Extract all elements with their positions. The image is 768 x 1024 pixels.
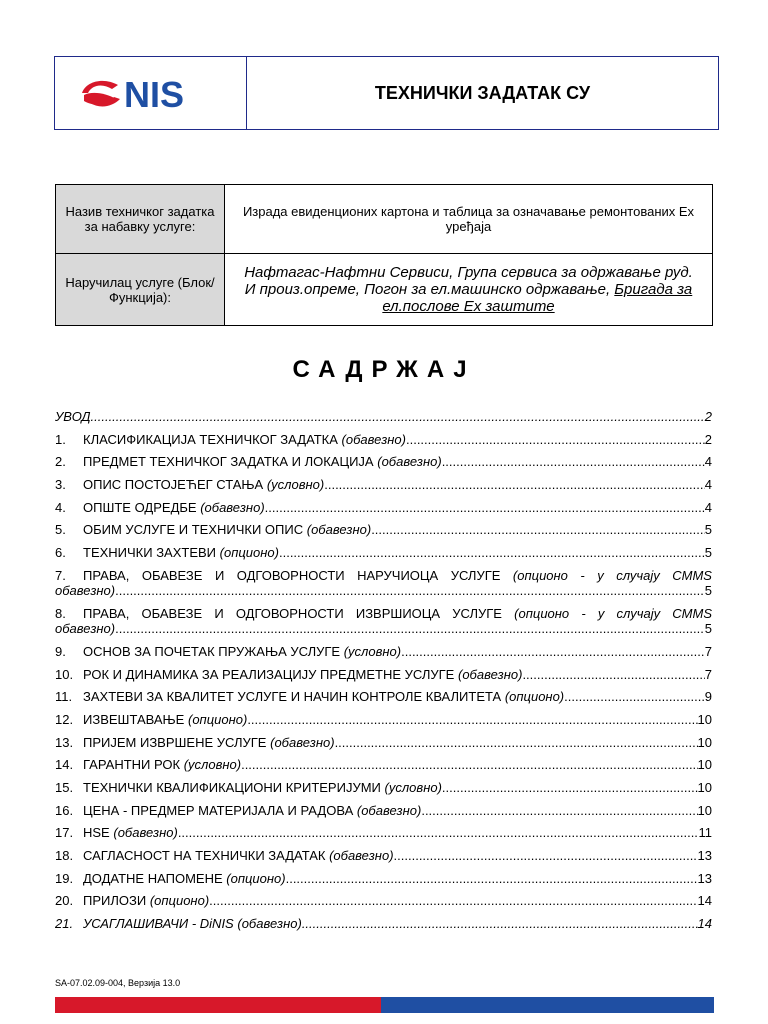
toc-entry-hint [184,712,247,727]
toc-entry-title: УСАГЛАШИВАЧИ - DiNIS [83,916,234,932]
toc-entry[interactable] [55,522,712,545]
toc-entry-number: 12. [55,711,74,727]
toc-entry[interactable] [55,780,712,803]
toc-entry-hint-text: (обавезно) [356,802,422,818]
toc-entry-number: 18. [55,848,74,863]
toc-entry[interactable] [55,667,712,690]
toc-entry-hint: (опционо - у случају CMMS [512,567,712,583]
toc-entry-hint [501,689,564,704]
toc-entry-title: ОПИС ПОСТОЈЕЋЕГ СТАЊА [83,477,264,493]
toc-entry-number: 1. [55,431,66,447]
toc-leader-dots [324,477,705,492]
toc-entry-page: 10 [697,779,712,795]
toc-entry-page: 13 [697,870,712,886]
toc-entry-page: 5 [704,545,712,561]
toc-entry-number: 13. [55,734,74,750]
toc-leader-dots [279,545,705,560]
toc-entry[interactable] [55,712,712,735]
toc-entry-hint-text: (обавезно) [200,499,265,515]
toc-entry[interactable] [55,893,712,916]
table-of-contents [55,409,712,939]
toc-leader-dots [247,712,697,727]
toc-entry-hint-continued: обавезно) [55,582,116,598]
toc-entry-number: 14. [55,757,74,773]
toc-entry-hint-text: (обавезно) [113,825,178,841]
info-table [55,184,713,326]
toc-entry-page: 2 [704,409,712,424]
toc-entry[interactable] [55,916,712,939]
toc-leader-dots [522,667,704,682]
toc-entry-hint [303,522,371,537]
toc-leader-dots [241,757,697,772]
toc-entry-hint-text: (условно) [266,477,325,493]
toc-entry-number: 21. [55,916,74,932]
info-row-service-name [56,185,713,254]
toc-leader-dots [335,735,698,750]
toc-entry-number: 2. [55,454,66,470]
toc-entry[interactable] [55,757,712,780]
footer-bar-red [55,997,381,1013]
toc-entry-page: 7 [704,643,712,659]
toc-entry-hint: (опционо - у случају CMMS [514,605,712,621]
toc-entry[interactable] [55,644,712,667]
toc-entry-page: 10 [697,734,712,750]
toc-entry-page: 9 [704,689,712,705]
document-header [54,56,719,130]
toc-entry-number: 16. [55,802,74,818]
toc-entry-page: 14 [697,916,712,932]
toc-leader-dots [115,583,705,598]
toc-entry-number: 15. [55,779,74,795]
client-value-underlined: Бригада за ел.послове Ех заштите [382,281,693,315]
toc-entry-page: 4 [704,454,712,470]
toc-entry-page: 5 [704,522,712,538]
toc-entry-title: ПРАВА, ОБАВЕЗЕ И ОДГОВОРНОСТИ НАРУЧИОЦА УСЛУГЕ [83,567,501,583]
toc-entry-number: 3. [55,477,66,493]
toc-entry-text [83,606,712,621]
toc-entry-page: 5 [704,582,712,598]
toc-entry[interactable] [55,545,712,568]
info-row-client [56,254,713,326]
toc-entry-title: HSE [83,825,110,841]
toc-entry[interactable] [55,454,712,477]
nis-logo [55,57,247,129]
toc-entry[interactable] [55,848,712,871]
toc-entry-title: ПРАВА, ОБАВЕЗЕ И ОДГОВОРНОСТИ ИЗВРШИОЦА УСЛУГЕ [83,605,502,621]
toc-entry-number: 9. [55,643,66,659]
toc-entry-title: ГАРАНТНИ РОК [83,757,181,773]
toc-leader-dots [371,522,705,537]
toc-entry-hint [340,644,401,659]
toc-entry-hint-text: (обавезно) [457,666,523,682]
toc-entry-hint-text: (обавезно) [306,522,372,538]
toc-entry[interactable] [55,432,712,455]
toc-entry[interactable] [55,409,712,432]
toc-entry-hint-text: (опционо) [187,711,248,727]
toc-entry-hint [110,825,178,840]
toc-leader-dots [286,871,698,886]
toc-leader-dots [115,621,705,636]
toc-leader-dots [178,825,699,840]
toc-entry-page: 2 [704,431,712,447]
toc-entry-title: ДОДАТНЕ НАПОМЕНЕ [83,870,223,886]
toc-entry-hint [374,454,442,469]
toc-entry-title: ПРЕДМЕТ ТЕХНИЧКОГ ЗАДАТКА И ЛОКАЦИЈА [83,454,374,470]
toc-entry-title: КЛАСИФИКАЦИЈА ТЕХНИЧКОГ ЗАДАТКА [83,431,338,447]
toc-entry[interactable] [55,606,712,644]
toc-entry[interactable] [55,568,712,606]
toc-entry-page: 10 [697,802,712,818]
toc-entry-hint [216,545,279,560]
toc-entry-hint [263,477,324,492]
toc-leader-dots [401,644,705,659]
toc-title: САДРЖАЈ [292,356,476,383]
toc-entry-number: 5. [55,522,66,538]
toc-leader-dots [302,916,698,931]
service-name-value: Израда евиденционих картона и таблица за означавање ремонтованих Ех уређаја [225,185,713,254]
toc-entry-number: 20. [55,893,74,909]
toc-entry-hint-text: (обавезно) [237,916,302,932]
toc-entry-number: 4. [55,499,66,515]
toc-entry-hint-text: (опционо) [504,689,565,705]
toc-entry-number: 10. [55,666,74,682]
toc-entry-hint [454,667,522,682]
toc-entry-number: 7. [55,567,66,583]
toc-entry-hint-text: (опционо) [226,870,286,886]
footer-bar-blue [381,997,714,1013]
toc-entry-page: 4 [704,499,712,515]
toc-entry-page: 11 [698,825,712,841]
toc-leader-dots [442,780,698,795]
toc-entry-number: 17. [55,825,74,841]
toc-entry[interactable] [55,689,712,712]
toc-entry[interactable] [55,500,712,523]
toc-entry-number: 8. [55,605,66,621]
toc-entry-hint [266,735,334,750]
toc-entry-title: УВОД [55,409,91,424]
toc-leader-dots [406,432,705,447]
toc-entry-title: ИЗВЕШТАВАЊЕ [83,711,185,727]
toc-entry-hint-text: (обавезно) [270,734,335,750]
toc-entry-hint [338,432,406,447]
toc-entry-hint-text: (опционо) [219,545,279,561]
toc-entry-page: 10 [697,711,712,727]
toc-entry-title: РОК И ДИНАМИКА ЗА РЕАЛИЗАЦИЈУ ПРЕДМЕТНЕ УСЛУГЕ [83,666,455,682]
toc-entry-hint-continued: обавезно) [55,620,116,636]
toc-entry-text [83,568,712,583]
toc-entry-hint [197,500,265,515]
toc-entry-title: ПРИЈЕМ ИЗВРШЕНЕ УСЛУГЕ [83,734,267,750]
toc-entry-page: 7 [704,666,712,682]
toc-entry-title: ОБИМ УСЛУГЕ И ТЕХНИЧКИ ОПИС [83,522,304,538]
toc-entry-hint [381,780,442,795]
toc-entry-number: 6. [55,545,66,561]
toc-entry-hint-text: (обавезно) [329,848,394,863]
toc-entry-hint [223,871,286,886]
service-name-label: Назив техничког задатка за набавку услуге: [56,185,225,254]
toc-entry-hint-text: (обавезно) [377,454,442,470]
client-value-plain: Нафтагас-Нафтни Сервиси, Група сервиса за одржавање руд. И произ.опреме, Погон за ел.машинско одржавање, [244,264,693,298]
toc-leader-dots [91,409,705,424]
toc-entry[interactable] [55,871,712,894]
toc-entry-page: 10 [697,757,712,773]
toc-entry-title: ОСНОВ ЗА ПОЧЕТАК ПРУЖАЊА УСЛУГЕ [83,643,341,659]
toc-entry-title: ТЕХНИЧКИ ЗАХТЕВИ [83,545,217,561]
toc-entry[interactable] [55,803,712,826]
toc-entry-page: 5 [704,620,712,636]
toc-entry-hint [146,893,209,908]
toc-entry-hint [353,803,421,818]
toc-entry-hint-text: (обавезно) [341,431,406,447]
toc-entry-hint-text: (условно) [183,757,242,773]
toc-leader-dots [421,803,697,818]
toc-entry-hint [180,757,241,772]
client-label: Наручилац услуге (Блок/Функција): [56,254,225,326]
toc-entry-hint-text: (опционо) [149,893,210,909]
toc-leader-dots [209,893,697,908]
logo-text: NIS [123,74,184,115]
client-value [225,254,713,326]
toc-entry[interactable] [55,735,712,758]
footer-code: SA-07.02.09-004, Верзија 13.0 [55,978,181,988]
toc-entry-title: ОПШТЕ ОДРЕДБЕ [83,499,197,515]
toc-entry-title: ЗАХТЕВИ ЗА КВАЛИТЕТ УСЛУГЕ И НАЧИН КОНТРОЛЕ КВАЛИТЕТА [83,689,502,705]
toc-entry-title: ЦЕНА - ПРЕДМЕР МАТЕРИЈАЛА И РАДОВА [83,802,354,818]
toc-entry-page: 4 [704,477,712,493]
toc-leader-dots [442,454,705,469]
toc-entry-number: 19. [55,870,74,886]
toc-entry-hint [234,916,302,931]
toc-leader-dots [394,848,698,863]
toc-entry-title: ПРИЛОЗИ [83,893,147,909]
toc-leader-dots [265,500,705,515]
toc-entry-page: 13 [697,848,712,863]
toc-entry-title: САГЛАСНОСТ НА ТЕХНИЧКИ ЗАДАТАК [83,848,326,863]
toc-entry-hint [325,848,393,863]
toc-entry-number: 11. [55,689,73,705]
toc-entry-hint-text: (условно) [384,779,442,795]
toc-leader-dots [564,689,705,704]
nis-logo-icon [76,71,226,115]
toc-entry-page: 14 [697,893,712,909]
toc-entry-hint-text: (условно) [343,643,402,659]
toc-entry-title: ТЕХНИЧКИ КВАЛИФИКАЦИОНИ КРИТЕРИЈУМИ [83,779,381,795]
document-title: ТЕХНИЧКИ ЗАДАТАК СУ [374,82,591,103]
toc-entry[interactable] [55,477,712,500]
toc-entry[interactable] [55,825,712,848]
